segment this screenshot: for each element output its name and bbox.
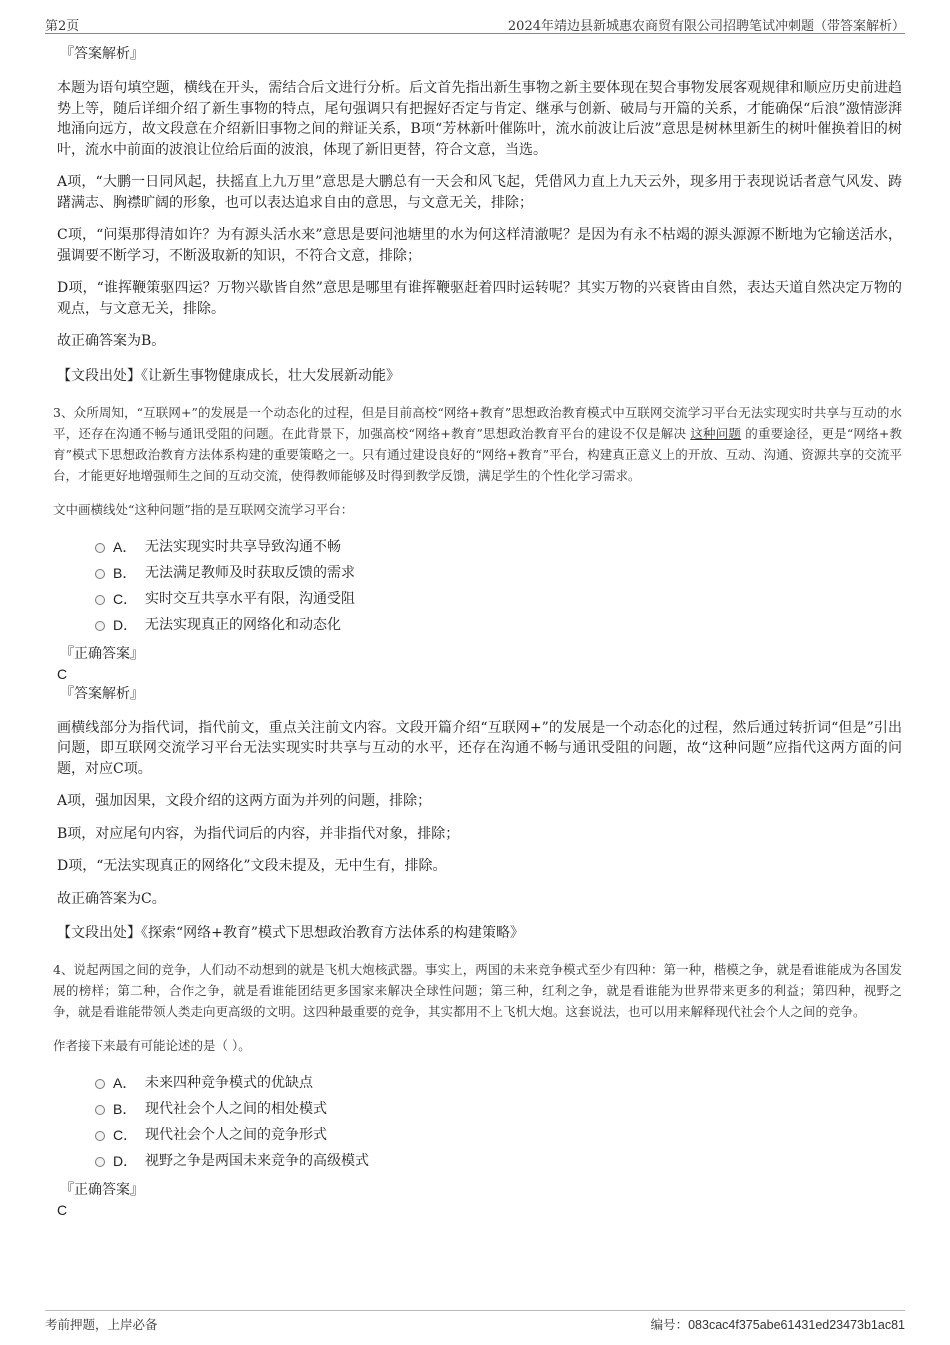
q2-analysis-paragraph: D项，“谁挥鞭策驱四运？万物兴歇皆自然”意思是哪里有谁挥鞭驱赶着四时运转呢？其实万物的兴衰皆由自然，表达天道自然决定万物的观点，与文意无关，排除。 bbox=[57, 280, 902, 317]
q4-answer: C bbox=[57, 1202, 68, 1218]
correct-answer-label: 『正确答案』 bbox=[60, 645, 144, 662]
q3-answer: C bbox=[57, 665, 68, 682]
page-number: 第2页 bbox=[45, 19, 80, 34]
page-content bbox=[53, 44, 902, 1220]
radio-button[interactable] bbox=[95, 1079, 105, 1089]
q2-analysis-paragraph: 本题为语句填空题，横线在开头，需结合后文进行分析。后文首先指出新生事物之新主要体现在契合事物发展客观规律和顺应历史前进趋势上等，随后详细介绍了新生事物的特点，尾句强调只有把握好否定与肯定、继承与创新、破局与开篇的关系，才能确保“后浪”激情澎湃地涌向远方，故文段意在介绍新旧事物之间的辩证关系，B项“芳林新叶催陈叶，流水前波让后波”意思是树林里新生的树叶催换着旧的树叶，流水中前面的波浪让位给后面的波浪，体现了新旧更替，符合文意，当选。 bbox=[57, 80, 902, 158]
q3-question-text: 3、众所周知，“互联网+”的发展是一个动态化的过程，但是目前高校“网络+教育”思想政治教育模式中互联网交流学习平台无法实现实时共享与互动的水平，还存在沟通不畅与通讯受阻的问题。在此背景下，加强高校“网络+教育”思想政治教育平台的建设不仅是解决 这种问题 的重要途径，更是“网络+教育”模式下思想政治教育方法体系构建的重要策略之一。只有通过建设良好的“网络+教育”平台，构建真正意义上的开放、互动、沟通、资源共享的交流平台，才能更好地增强师生之间的互动交流，使得教师能够及时得到教学反馈，满足学生的个性化学习需求。 bbox=[53, 404, 902, 483]
correct-answer-label: 『正确答案』 bbox=[60, 1182, 144, 1198]
q3-prompt: 文中画横线处“这种问题”指的是互联网交流学习平台： bbox=[53, 501, 354, 517]
q4-prompt: 作者接下来最有可能论述的是（ ）。 bbox=[53, 1038, 251, 1053]
q4-option-a[interactable]: A． 未来四种竞争模式的优缺点 bbox=[95, 1070, 902, 1096]
q2-analysis-paragraph: C项，“问渠那得清如许？为有源头活水来”意思是要问池塘里的水为何这样清澈呢？是因为有永不枯竭的源头源源不断地为它输送活水，强调要不断学习，不断汲取新的知识，不符合文意，排除； bbox=[57, 227, 902, 264]
q4-option-d[interactable]: D． 视野之争是两国未来竞争的高级模式 bbox=[95, 1148, 902, 1174]
radio-button[interactable] bbox=[95, 1105, 105, 1115]
q3-option-d[interactable]: D． 无法实现真正的网络化和动态化 bbox=[95, 612, 902, 638]
q3-option-c[interactable]: C． 实时交互共享水平有限，沟通受阻 bbox=[95, 586, 902, 612]
q3-analysis-paragraph: D项，“无法实现真正的网络化”文段未提及，无中生有，排除。 bbox=[57, 858, 447, 874]
document-id: 编号：083cac4f375abe61431ed23473b1ac81 bbox=[650, 1318, 905, 1332]
q2-conclusion: 故正确答案为B。 bbox=[57, 333, 166, 349]
analysis-label: 『答案解析』 bbox=[60, 46, 144, 62]
q3-underlined-phrase: 这种问题 bbox=[690, 425, 742, 441]
q3-options bbox=[95, 534, 902, 638]
q4-question-text: 4、说起两国之间的竞争，人们动不动想到的就是飞机大炮核武器。事实上，两国的未来竞争模式至少有四种：第一种，楷模之争，就是看谁能成为各国发展的榜样；第二种，合作之争，就是看谁能团结更多国家来解决全球性问题；第三种，红利之争，就是看谁能为世界带来更多的利益；第四种，视野之争，就是看谁能带领人类走向更高级的文明。这四种最重要的竞争，其实都用不上飞机大炮。这套说法，也可以用来解释现代社会个人之间的竞争。 bbox=[53, 962, 902, 1019]
document-title: 2024年靖边县新城惠农商贸有限公司招聘笔试冲刺题（带答案解析） bbox=[507, 19, 905, 34]
q3-conclusion: 故正确答案为C。 bbox=[57, 890, 166, 907]
q4-options bbox=[95, 1070, 902, 1174]
radio-button[interactable] bbox=[95, 569, 105, 579]
radio-button[interactable] bbox=[95, 1131, 105, 1141]
q3-analysis-paragraph: 画横线部分为指代词，指代前文，重点关注前文内容。文段开篇介绍“互联网+”的发展是一个动态化的过程，然后通过转折词“但是”引出问题，即互联网交流学习平台无法实现实时共享与互动的水平，还存在沟通不畅与通讯受阻的问题，故“这种问题”应指代这两方面的问题，对应C项。 bbox=[57, 719, 902, 777]
q3-analysis-paragraph: B项，对应尾句内容，为指代词后的内容，并非指代对象，排除； bbox=[57, 825, 460, 842]
footer-slogan: 考前押题，上岸必备 bbox=[45, 1317, 158, 1332]
q3-analysis-paragraph: A项，强加因果，文段介绍的这两方面为并列的问题，排除； bbox=[57, 793, 432, 809]
q2-analysis-paragraph: A项，“大鹏一日同风起，扶摇直上九万里”意思是大鹏总有一天会和风飞起，凭借风力直上九天云外，现多用于表现说话者意气风发、踌躇满志、胸襟旷阔的形象，也可以表达追求自由的意思，与文意无关，排除； bbox=[57, 174, 902, 211]
q3-source: 【文段出处】《探索“网络+教育”模式下思想政治教育方法体系的构建策略》 bbox=[57, 925, 525, 941]
page-header bbox=[45, 13, 905, 34]
radio-button[interactable] bbox=[95, 1157, 105, 1167]
radio-button[interactable] bbox=[95, 621, 105, 631]
page-footer bbox=[45, 1310, 905, 1333]
radio-button[interactable] bbox=[95, 595, 105, 605]
radio-button[interactable] bbox=[95, 543, 105, 553]
analysis-label: 『答案解析』 bbox=[60, 685, 144, 702]
q2-source: 【文段出处】《让新生事物健康成长，壮大发展新动能》 bbox=[57, 367, 400, 384]
q4-option-b[interactable]: B． 现代社会个人之间的相处模式 bbox=[95, 1096, 902, 1122]
q4-option-c[interactable]: C． 现代社会个人之间的竞争形式 bbox=[95, 1122, 902, 1148]
q3-option-b[interactable]: B． 无法满足教师及时获取反馈的需求 bbox=[95, 560, 902, 586]
q3-option-a[interactable]: A． 无法实现实时共享导致沟通不畅 bbox=[95, 534, 902, 560]
